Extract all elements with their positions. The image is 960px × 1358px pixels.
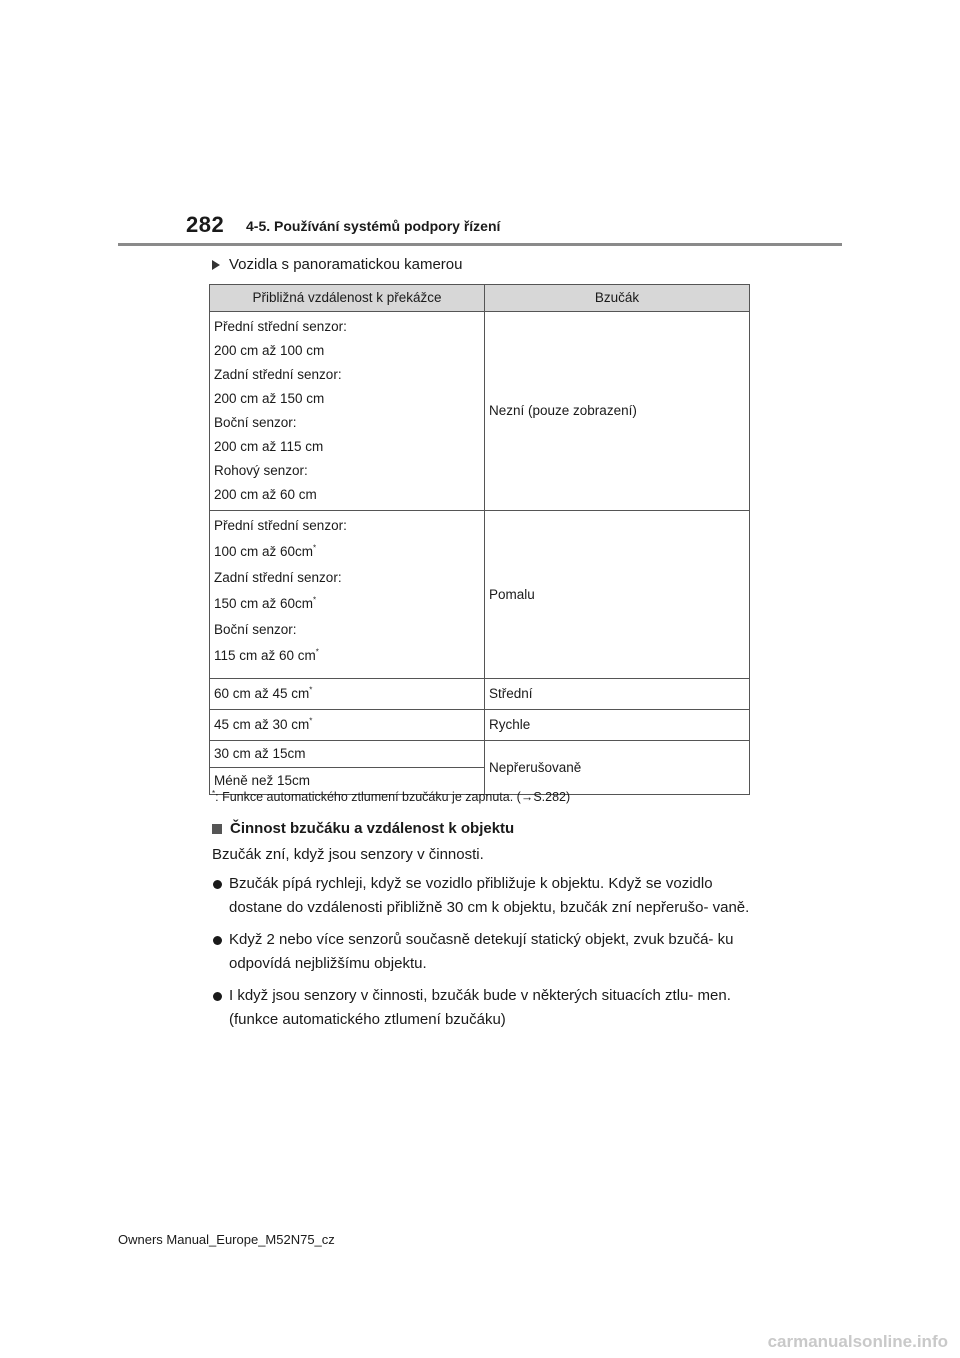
bullet-list [212,872,757,1040]
list-item: Bzučák pípá rychleji, když se vozidlo přibližuje k objektu. Když se vozidlo dostane do vzdálenosti přibližně 30 cm k objektu, bzučák zní nepřerušo- vaně. [212,872,757,920]
table-cell-buzzer: Nepřerušovaně [485,741,750,795]
subheading [212,256,462,273]
bullet-dot-icon [213,936,222,945]
sensor-label: Boční senzor: [214,622,297,637]
distance-range: 200 cm až 100 cm [214,343,325,358]
distance-range: 200 cm až 60 cm [214,487,317,502]
bullet-dot-icon [213,880,222,889]
table-row [210,511,750,679]
table-cell-distance [210,312,485,511]
distance-range: 100 cm až 60cm* [214,543,317,559]
footer-manual-id: Owners Manual_Europe_M52N75_cz [118,1232,335,1247]
distance-range: 200 cm až 115 cm [214,439,324,454]
table-cell-distance [210,511,485,679]
watermark: carmanualsonline.info [767,1332,948,1351]
sensor-label: Přední střední senzor: [214,319,347,334]
square-bullet-icon [212,824,222,834]
table-cell-buzzer: Rychle [485,710,750,741]
footnote-text: : Funkce automatického ztlumení bzučáku je zapnuta. (→S.282) [215,790,571,804]
table-cell-distance: Méně než 15cm [210,768,485,795]
table-row [210,312,750,511]
distance-range: 115 cm až 60 cm* [214,647,319,663]
sensor-label: Rohový senzor: [214,463,308,478]
intro-paragraph: Bzučák zní, když jsou senzory v činnosti. [212,846,484,863]
footnote-mark: * [212,788,216,798]
table-cell-distance: 60 cm až 45 cm* [210,679,485,710]
sensor-label: Přední střední senzor: [214,518,347,533]
page-number: 282 [186,212,225,237]
header-divider [118,243,842,246]
table-row [210,741,750,768]
bullet-dot-icon [213,992,222,1001]
table-row [210,710,750,741]
section-heading [212,820,514,837]
sensor-label: Zadní střední senzor: [214,367,342,382]
footnote [212,790,570,804]
distance-range: 200 cm až 150 cm [214,391,325,406]
table-cell-distance: 30 cm až 15cm [210,741,485,768]
table-cell-buzzer: Pomalu [485,511,750,679]
list-item: Když 2 nebo více senzorů současně detekují statický objekt, zvuk bzučá- ku odpovídá nejbližšímu objektu. [212,928,757,976]
section-title: 4-5. Používání systémů podpory řízení [246,218,501,234]
sensor-label: Boční senzor: [214,415,297,430]
sensor-label: Zadní střední senzor: [214,570,342,585]
section-heading-text: Činnost bzučáku a vzdálenost k objektu [230,820,515,837]
list-item: I když jsou senzory v činnosti, bzučák bude v některých situacích ztlu- men. (funkce automatického ztlumení bzučáku) [212,984,757,1032]
subheading-text: Vozidla s panoramatickou kamerou [229,256,463,273]
table-cell-buzzer: Nezní (pouze zobrazení) [485,312,750,511]
table-cell-distance: 45 cm až 30 cm* [210,710,485,741]
table-cell-buzzer: Střední [485,679,750,710]
table-header-distance: Přibližná vzdálenost k překážce [210,285,485,312]
table-header-row [210,285,750,312]
table-header-buzzer: Bzučák [485,285,750,312]
triangle-bullet-icon [212,260,220,270]
distance-table [209,284,750,795]
table-row [210,679,750,710]
distance-range: 150 cm až 60cm* [214,595,317,611]
